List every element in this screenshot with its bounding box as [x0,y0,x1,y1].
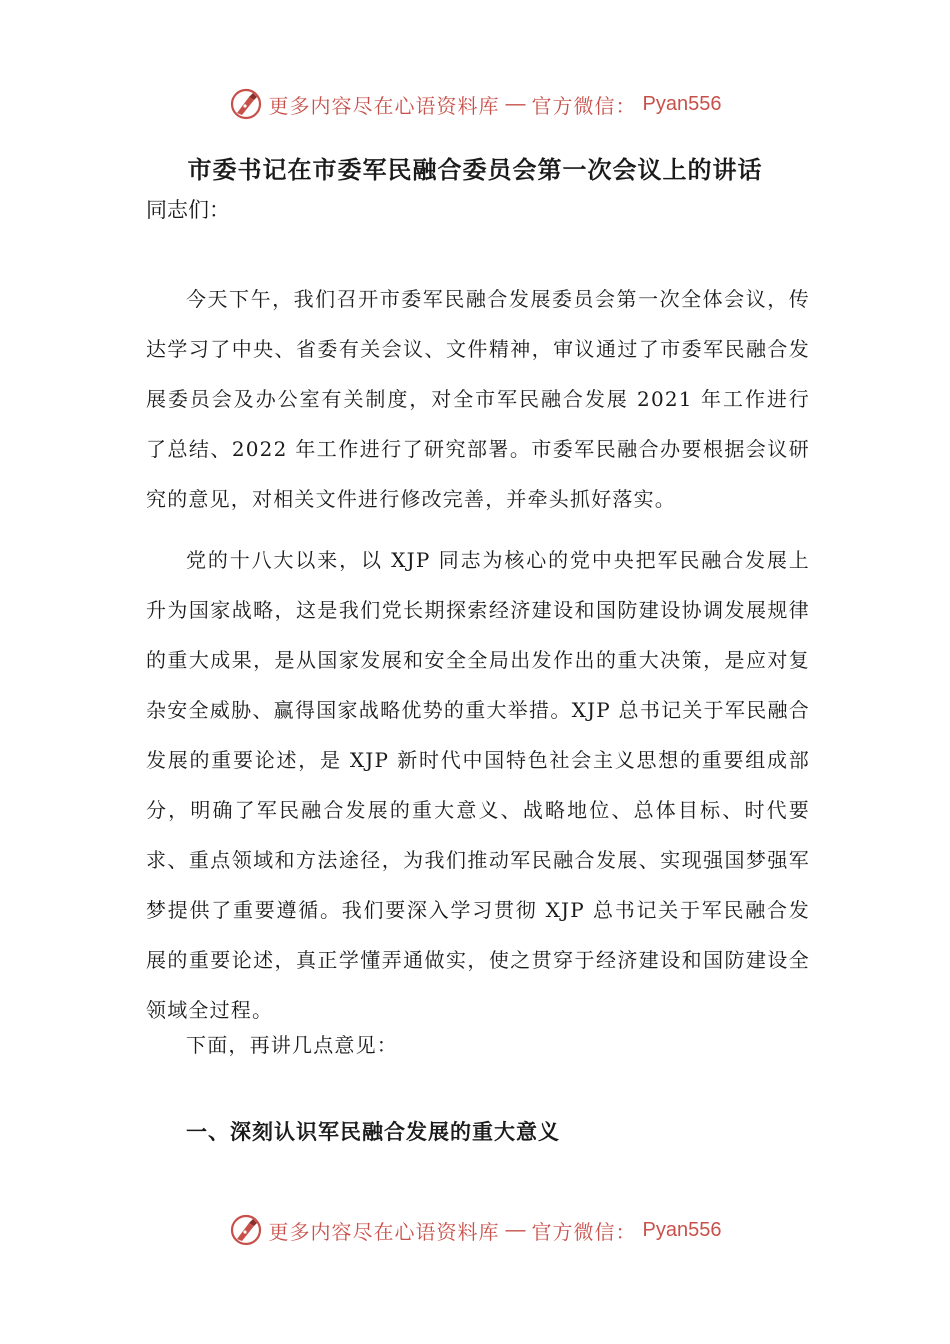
paragraph-2: 党的十八大以来，以 XJP 同志为核心的党中央把军民融合发展上升为国家战略，这是我们党长期探索经济建设和国防建设协调发展规律的重大成果，是从国家发展和安全全局出发作出的重大决策，是应对复杂安全威胁、赢得国家战略优势的重大举措。XJP 总书记关于军民融合发展的重要论述，是 XJP 新时代中国特色社会主义思想的重要组成部分，明确了军民融合发展的重大意义、战略地位、总体目标、时代要求、重点领域和方法途径，为我们推动军民融合发展、实现强国梦强军梦提供了重要遵循。我们要深入学习贯彻 XJP 总书记关于军民融合发展的重要论述，真正学懂弄通做实，使之贯穿于经济建设和国防建设全领域全过程。 [146,548,810,1022]
paragraph-1: 今天下午，我们召开市委军民融合发展委员会第一次全体会议，传达学习了中央、省委有关会议、文件精神，审议通过了市委军民融合发展委员会及办公室有关制度，对全市军民融合发展 2021 年工作进行了总结、2022 年工作进行了研究部署。市委军民融合办要根据会议研究的意见，对相关文件进行修改完善，并牵头抓好落实。 [146,287,810,511]
paragraph-3: 下面，再讲几点意见： [186,1033,398,1057]
salutation: 同志们： [146,198,230,222]
watermark-contact-label: 官方微信： [531,93,637,118]
watermark-contact-id: Pyan556 [642,92,722,115]
footer-watermark [0,1210,950,1250]
watermark-text: 更多内容尽在心语资料库 [268,1219,500,1244]
watermark-contact-label: 官方微信： [531,1219,637,1244]
pen-nib-logo-icon [229,87,263,121]
document-title: 市委书记在市委军民融合委员会第一次会议上的讲话 [187,155,763,184]
watermark-separator: — [505,1218,526,1241]
section-heading: 一、深刻认识军民融合发展的重大意义 [186,1119,560,1144]
watermark-contact-id: Pyan556 [642,1218,722,1241]
watermark-text: 更多内容尽在心语资料库 [268,93,500,118]
header-watermark [0,84,950,124]
watermark-separator: — [505,92,526,115]
pen-nib-logo-icon [229,1213,263,1247]
